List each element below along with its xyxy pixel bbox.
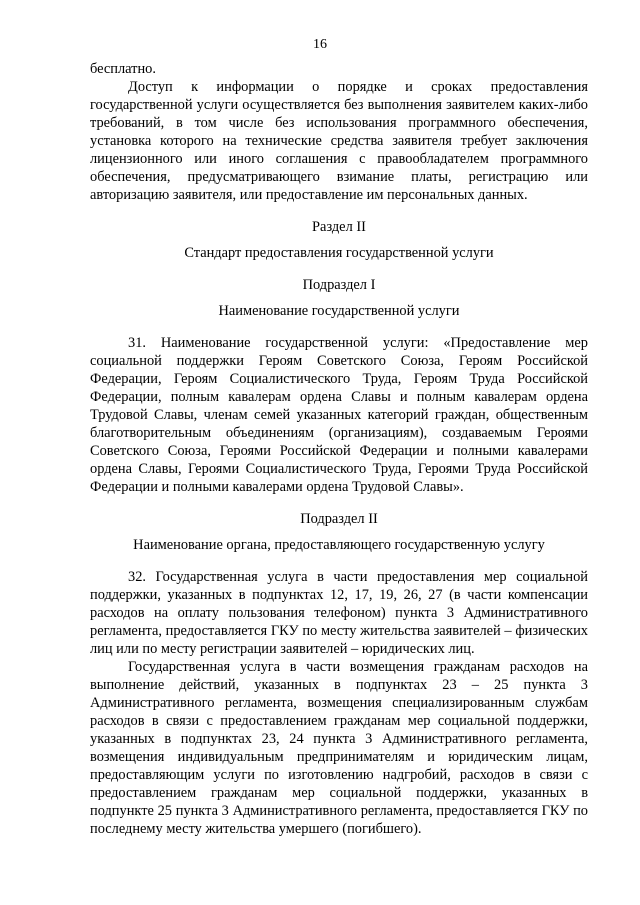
subsection2-label: Подраздел II	[300, 511, 378, 527]
subsection2-title: Наименование органа, предоставляющего государственную услугу	[133, 537, 545, 553]
reimbursement-paragraph: Государственная услуга в части возмещения гражданам расходов на выполнение действий, указанных в подпунктах 23 – 25 пункта 3 Административного регламента, возмещения специализированным службам расходов в связи с предоставлением гражданам мер социальной поддержки, указанных в подпунктах 23, 24 пункта 3 Административного регламента, возмещения индивидуальным предпринимателям и юридическим лицам, предоставляющим услуги по изготовлению надгробий, расходов в связи с предоставлением гражданам мер социальной поддержки, указанных в подпункте 25 пункта 3 Административного регламента, предоставляется ГКУ по последнему месту жительства умершего (погибшего).	[90, 659, 588, 837]
section-title: Стандарт предоставления государственной услуги	[184, 245, 494, 261]
page-number: 16	[313, 37, 327, 52]
paragraph-32: 32. Государственная услуга в части предоставления мер социальной поддержки, указанных в подпунктах 12, 17, 19, 26, 27 (в части компенсации расходов на оплату пользования телефоном) пункта 3 Административного регламента, предоставляется ГКУ по месту жительства заявителей – физических лиц или по месту регистрации заявителей – юридических лиц.	[90, 569, 588, 657]
continuation-text: бесплатно.	[90, 61, 156, 77]
document-body	[90, 60, 588, 838]
access-paragraph: Доступ к информации о порядке и сроках предоставления государственной услуги осуществляется без выполнения заявителем каких-либо требований, в том числе без использования программного обеспечения, установка которого на технические средства заявителя требует заключения лицензионного или иного соглашения с правообладателем программного обеспечения, предусматривающего взимание платы, регистрацию или авторизацию заявителя, или предоставление им персональных данных.	[90, 79, 588, 203]
subsection1-title: Наименование государственной услуги	[218, 303, 460, 319]
paragraph-31: 31. Наименование государственной услуги: «Предоставление мер социальной поддержки Героям Советского Союза, Героям Российской Федерации, Героям Социалистического Труда, Героям Труда Российской Федерации, полным кавалерам ордена Славы и полным кавалерам ордена Трудовой Славы, членам семей указанных категорий граждан, общественным благотворительным объединениям (организациям), создаваемым Героями Советского Союза, Героями Российской Федерации и полными кавалерами ордена Славы, Героями Социалистического Труда, Героями Труда Российской Федерации и полными кавалерами ордена Трудовой Славы».	[90, 335, 588, 495]
section-label: Раздел II	[312, 219, 366, 235]
subsection1-label: Подраздел I	[302, 277, 376, 293]
